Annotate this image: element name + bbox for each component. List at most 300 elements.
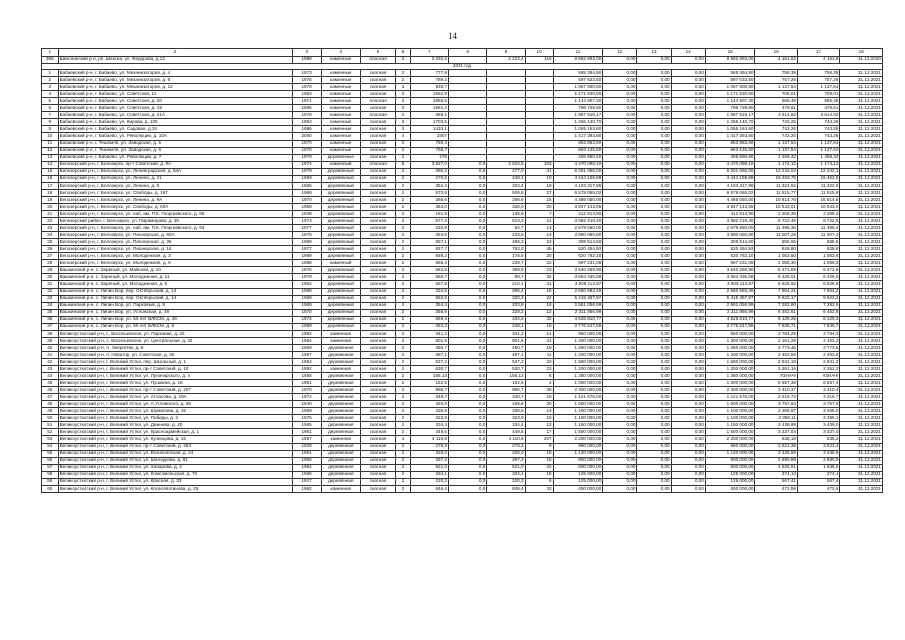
table-row — [42, 429, 883, 436]
table-cell: 10 543,0 — [797, 203, 839, 210]
table-cell: 39 — [42, 337, 59, 344]
table-cell: 0,00 — [637, 154, 671, 161]
table-cell: 555,6 — [797, 239, 839, 246]
table-cell: 239,7 — [487, 260, 525, 267]
table-cell: Вашкинский р-н, с. Липин Бор, ул. 50 лет ВЛКСМ, д. 6 — [58, 323, 292, 330]
table-cell: 29 — [42, 267, 59, 274]
table-cell: 1949 — [292, 210, 321, 217]
table-cell: скатная — [360, 323, 395, 330]
table-cell: скатная — [360, 485, 395, 492]
table-cell: деревянный — [321, 323, 360, 330]
table-cell: 0,00 — [671, 126, 705, 133]
table-cell: 31.12.2021 — [840, 175, 883, 182]
table-cell: 0,00 — [603, 281, 637, 288]
table-cell: 3 521,38 — [755, 443, 797, 450]
table-cell: 31.12.2021 — [840, 196, 883, 203]
table-cell: 2 — [396, 450, 411, 457]
table-cell: 1955,5 — [410, 98, 448, 105]
table-cell: 31.12.2021 — [840, 182, 883, 189]
table-cell: 4 — [42, 91, 59, 98]
table-cell: 0,00 — [603, 295, 637, 302]
table-cell: 11 496,4 — [797, 225, 839, 232]
table-cell: 0,00 — [603, 394, 637, 401]
table-cell: деревянный — [321, 196, 360, 203]
table-cell: 1975 — [292, 415, 321, 422]
table-cell: 0,00 — [603, 119, 637, 126]
table-cell: 49 — [42, 408, 59, 415]
table-cell: 11 322,62 — [755, 182, 797, 189]
table-cell: 570,9 — [410, 189, 448, 196]
table-cell: 10 — [42, 133, 59, 140]
table-cell: 45 — [42, 380, 59, 387]
table-cell: 0,00 — [603, 218, 637, 225]
table-cell: 220,3 — [487, 478, 525, 485]
table-cell: скатная — [360, 154, 395, 161]
table-cell: 6 452,6 — [797, 309, 839, 316]
table-cell: 6 722,5 — [797, 218, 839, 225]
table-cell: 334,4 — [487, 422, 525, 429]
table-cell: скатная — [360, 168, 395, 175]
table-cell: каменные — [321, 140, 360, 147]
table-cell: 0,00 — [603, 84, 637, 91]
table-cell: 3 847 143,65 — [705, 203, 755, 210]
table-row — [42, 210, 883, 217]
table-cell: 266,6 — [487, 196, 525, 203]
table-cell: 27 — [42, 253, 59, 260]
table-cell: 1 137,54 — [797, 147, 839, 154]
table-cell: 3 757,63 — [755, 401, 797, 408]
table-cell: 0,00 — [637, 443, 671, 450]
table-cell: скатная — [360, 175, 395, 182]
table-cell: 1 067 800,80 — [705, 84, 755, 91]
table-cell: 2 — [396, 429, 411, 436]
table-cell: 601,5 — [487, 337, 525, 344]
table-row — [42, 309, 883, 316]
table-cell: 8 129,3 — [797, 316, 839, 323]
table-cell: 9 622,17 — [755, 295, 797, 302]
table-cell: деревянная — [321, 351, 360, 358]
table-cell: 7 282,90 — [755, 302, 797, 309]
table-cell: 36 — [42, 316, 59, 323]
table-cell: 2 — [396, 316, 411, 323]
table-cell: деревянный — [321, 246, 360, 253]
table-cell: каменные — [321, 77, 360, 84]
table-cell: 2 — [396, 485, 411, 492]
table-row — [42, 126, 883, 133]
table-cell: 355 — [42, 56, 59, 63]
table-cell: 18 — [525, 323, 553, 330]
table-cell: 1 — [42, 70, 59, 77]
table-cell: 0,00 — [637, 464, 671, 471]
table-cell: деревянная — [321, 408, 360, 415]
table-row — [42, 471, 883, 478]
table-cell: 45 — [525, 246, 553, 253]
table-cell: 1973 — [292, 70, 321, 77]
table-cell: 8 129,28 — [755, 316, 797, 323]
table-cell: 31.12.2021 — [840, 443, 883, 450]
table-cell: деревянная — [321, 387, 360, 394]
table-cell: 0,00 — [671, 450, 705, 457]
table-cell: 0,00 — [671, 182, 705, 189]
table-cell: скатная — [360, 84, 395, 91]
table-cell: 30 — [42, 274, 59, 281]
table-cell: 487,1 — [410, 351, 448, 358]
table-cell: 2 311 866,99 — [553, 309, 603, 316]
table-cell: 743,26 — [797, 119, 839, 126]
table-cell: 14 — [671, 49, 705, 57]
table-cell: 2 650 683,49 — [553, 288, 603, 295]
table-cell: 1 053,6 — [797, 253, 839, 260]
table-cell: 585,48 — [755, 98, 797, 105]
table-cell: 3 438,99 — [755, 422, 797, 429]
table-cell: 297,3 — [410, 457, 448, 464]
table-cell — [525, 119, 553, 126]
table-cell: Великоустюгский р-н, г. Великий Устюг, ул. А.Угловского, д. 56 — [58, 401, 292, 408]
table-cell: 16 453,8 — [797, 175, 839, 182]
table-cell: 1970 — [292, 147, 321, 154]
table-cell: деревянный — [321, 267, 360, 274]
table-cell: 0,00 — [671, 210, 705, 217]
table-cell — [487, 105, 525, 112]
table-cell: деревянный — [321, 182, 360, 189]
table-cell: 31.12.2021 — [840, 401, 883, 408]
table-cell: 0,00 — [603, 210, 637, 217]
table-cell: каменная — [321, 337, 360, 344]
table-cell: скатная — [360, 225, 395, 232]
table-cell: 11 — [525, 351, 553, 358]
table-row — [42, 182, 883, 189]
table-row — [42, 260, 883, 267]
table-cell: скатная — [360, 288, 395, 295]
table-cell: плоская — [360, 98, 395, 105]
table-cell: 0,0 — [448, 457, 486, 464]
table-cell: 2 332,2 — [410, 56, 448, 63]
table-cell: скатная — [360, 457, 395, 464]
table-cell: каменные — [321, 98, 360, 105]
table-cell: 566,4 — [410, 260, 448, 267]
table-cell: 57 — [42, 464, 59, 471]
table-cell: 4 151,8 — [797, 56, 839, 63]
table-cell: 20 — [42, 203, 59, 210]
table-cell: 0,0 — [448, 281, 486, 288]
table-cell: 0,00 — [603, 140, 637, 147]
table-cell: 863 125,60 — [705, 147, 755, 154]
table-cell: 800 000,00 — [705, 464, 755, 471]
table-cell: 4 103 317,96 — [553, 182, 603, 189]
table-cell: 336,0 — [487, 203, 525, 210]
table-cell: 31.12.2021 — [840, 380, 883, 387]
table-cell: 763,0 — [487, 246, 525, 253]
table-cell: скатная — [360, 91, 395, 98]
table-cell: 0,00 — [637, 408, 671, 415]
table-cell: 0,00 — [637, 225, 671, 232]
table-cell: 0,00 — [671, 401, 705, 408]
table-cell: 450,7 — [410, 344, 448, 351]
table-cell: 279 — [410, 154, 448, 161]
table-cell: 0,00 — [603, 380, 637, 387]
table-cell: 2 — [396, 281, 411, 288]
table-cell: 13 — [42, 154, 59, 161]
table-cell: 0,0 — [448, 344, 486, 351]
table-cell: 232,9 — [410, 225, 448, 232]
table-cell: 3 640 269,90 — [553, 267, 603, 274]
table-cell: 1969 — [292, 344, 321, 351]
table-cell: 1 120 000,00 — [705, 450, 755, 457]
table-cell: 51 — [42, 422, 59, 429]
year-label: 2021 год — [42, 63, 883, 70]
table-cell: 0,00 — [603, 330, 637, 337]
table-cell: 5 — [42, 98, 59, 105]
table-cell: 1940 — [292, 401, 321, 408]
table-cell: деревянная — [321, 478, 360, 485]
table-cell: 535,2 — [797, 436, 839, 443]
table-cell: 1 687 516,17 — [705, 112, 755, 119]
table-cell: 309 514,50 — [705, 239, 755, 246]
table-cell: 425,8 — [410, 401, 448, 408]
table-cell: 1986 — [292, 260, 321, 267]
table-cell: 0,00 — [671, 239, 705, 246]
table-cell: 472,59 — [755, 485, 797, 492]
table-cell: скатная — [360, 344, 395, 351]
table-cell: 0,00 — [671, 98, 705, 105]
table-cell: 31.12.2021 — [840, 126, 883, 133]
table-cell: 9 682 893,00 — [553, 56, 603, 63]
table-cell: 12 — [525, 309, 553, 316]
table-row — [42, 189, 883, 196]
table-cell: 853 863,60 — [705, 140, 755, 147]
table-row — [42, 302, 883, 309]
table-cell: 0,00 — [671, 196, 705, 203]
table-cell: 6 471,6 — [797, 267, 839, 274]
table-cell: Великоустюгский р-н, г. Великий Устюг, ул. Пушкина, д. 16 — [58, 380, 292, 387]
table-cell: скатная — [360, 196, 395, 203]
table-cell: 743,26 — [797, 126, 839, 133]
table-cell: 20 — [525, 203, 553, 210]
table-cell: 1958 — [292, 373, 321, 380]
table-cell: 31.12.2021 — [840, 316, 883, 323]
table-cell: 31.12.2021 — [840, 168, 883, 175]
table-cell: 1974 — [292, 316, 321, 323]
table-cell: 31.12.2021 — [840, 189, 883, 196]
table-cell: 0,00 — [637, 387, 671, 394]
table-cell: 1 137,54 — [755, 140, 797, 147]
table-cell: 1961 — [292, 429, 321, 436]
table-cell: 295,4 — [487, 288, 525, 295]
table-cell: 400 000,00 — [553, 485, 603, 492]
table-cell: 0,00 — [603, 415, 637, 422]
table-cell: 0,0 — [448, 408, 486, 415]
table-cell: 406 890,60 — [705, 154, 755, 161]
table-row — [42, 478, 883, 485]
table-row — [42, 274, 883, 281]
table-cell: скатная — [360, 358, 395, 365]
table-cell: Белозерский р-н, г. Белозерск, пр-т Советский, д. 9А — [58, 161, 292, 168]
table-cell: 31.12.2021 — [840, 274, 883, 281]
table-cell: 0,00 — [637, 105, 671, 112]
table-cell: каменные — [321, 119, 360, 126]
table-cell: 0,00 — [603, 302, 637, 309]
table-cell: скатная — [360, 239, 395, 246]
table-cell: 15 — [42, 168, 59, 175]
table-cell: 31.12.2021 — [840, 344, 883, 351]
table-cell: 354,4 — [410, 302, 448, 309]
table-cell: Белозерский р-н, г. Белозерск, ул. Ленина, д. 9А — [58, 196, 292, 203]
table-cell: 11 515,8 — [797, 189, 839, 196]
table-row — [42, 422, 883, 429]
table-cell: 0,0 — [448, 415, 486, 422]
table-cell: 1703,5 — [410, 119, 448, 126]
table-cell: 31.12.2021 — [840, 471, 883, 478]
table-cell: 2 — [396, 168, 411, 175]
table-cell: 796 729,80 — [705, 105, 755, 112]
table-cell: 620 782,10 — [553, 253, 603, 260]
column-number-row — [42, 49, 883, 57]
table-cell: 0,0 — [448, 309, 486, 316]
table-cell: деревянная — [321, 394, 360, 401]
table-cell: 0,00 — [637, 302, 671, 309]
table-cell: 11 — [42, 140, 59, 147]
table-cell: 31.12.2021 — [840, 309, 883, 316]
table-cell: 2 — [396, 77, 411, 84]
table-cell: 479,61 — [797, 105, 839, 112]
table-cell: 1970 — [292, 140, 321, 147]
table-cell: 535,18 — [755, 436, 797, 443]
table-cell: 329,2 — [487, 309, 525, 316]
table-cell: 2 311 866,99 — [705, 309, 755, 316]
table-cell: 0,00 — [671, 358, 705, 365]
table-cell: 20 — [525, 401, 553, 408]
table-cell: 2 — [396, 443, 411, 450]
table-cell: 2 400 000,00 — [553, 387, 603, 394]
table-cell: 13 — [525, 422, 553, 429]
table-cell: 2 — [396, 344, 411, 351]
table-cell: деревянная — [321, 457, 360, 464]
table-cell: 2 — [396, 175, 411, 182]
table-cell: 5 — [396, 161, 411, 168]
table-cell: Вашкинский р-н, с. Липин Бор, ул. Устюжская, д. 48 — [58, 309, 292, 316]
table-cell: Бабаевский р-н, г. Бабаево, ул. Советская, д. 19 — [58, 105, 292, 112]
table-cell — [448, 98, 486, 105]
table-cell: 2 581 056,99 — [705, 302, 755, 309]
table-cell: 5 — [360, 49, 395, 57]
table-cell: 326,0 — [487, 450, 525, 457]
table-cell: 248,1 — [487, 323, 525, 330]
table-cell: 31.12.2021 — [840, 154, 883, 161]
table-cell: 2 — [396, 246, 411, 253]
table-cell: 31.12.2021 — [840, 260, 883, 267]
table-cell: 557,8 — [410, 281, 448, 288]
table-cell: 6 471,59 — [755, 267, 797, 274]
table-cell: Великоустюгский р-н, п. Новатор, ул. Советская, д. 30 — [58, 351, 292, 358]
table-cell: 477,0 — [487, 168, 525, 175]
table-cell: 0,00 — [671, 203, 705, 210]
table-cell: 0,00 — [603, 246, 637, 253]
table-cell: 0,00 — [671, 232, 705, 239]
table-cell: деревянная — [321, 373, 360, 380]
table-row — [42, 351, 883, 358]
table-cell: Великоустюгский р-н, г. Великий Устюг, ул. Кузнецова, д. 15 — [58, 436, 292, 443]
table-cell: 31.12.2021 — [840, 119, 883, 126]
table-cell: 2 941,18 — [755, 358, 797, 365]
table-cell: 0,00 — [637, 218, 671, 225]
table-cell: 16 — [42, 175, 59, 182]
table-cell — [448, 133, 486, 140]
table-cell: 320,3 — [487, 295, 525, 302]
table-cell — [448, 140, 486, 147]
table-cell: Великоустюгский р-н, г. Великий Устюг, ул. Красноармейская, д. 1 — [58, 429, 292, 436]
table-cell: 0,0 — [448, 330, 486, 337]
table-cell: 1971 — [292, 98, 321, 105]
table-cell — [448, 105, 486, 112]
table-cell: 22 — [525, 295, 553, 302]
table-cell: 709,01 — [755, 91, 797, 98]
table-cell: 2 581 056,99 — [553, 302, 603, 309]
table-cell: 2 — [396, 147, 411, 154]
table-cell: 562,5 — [410, 295, 448, 302]
table-cell: 98,7 — [487, 274, 525, 281]
table-cell: 6 628,9 — [797, 281, 839, 288]
table-cell: 0,00 — [671, 330, 705, 337]
table-cell: 2 463,6 — [797, 351, 839, 358]
table-cell: 31.12.2021 — [840, 84, 883, 91]
table-cell: 17 — [42, 182, 59, 189]
table-cell — [487, 70, 525, 77]
table-cell: 0,00 — [637, 232, 671, 239]
table-cell: 0,00 — [637, 478, 671, 485]
table-cell: 0,00 — [637, 344, 671, 351]
table-cell: деревянный — [321, 210, 360, 217]
table-cell: Бабаевский р-н, г. Тешемля, ул. Заводская, д. 5 — [58, 140, 292, 147]
table-cell: 1 000 000,00 — [553, 380, 603, 387]
table-cell: деревянный — [321, 295, 360, 302]
table-row — [42, 316, 883, 323]
table-cell: 789,2 — [410, 77, 448, 84]
table-cell: 18 — [840, 49, 883, 57]
table-cell: Вашкинский р-н, с. Зареный, ул. Молодежная, д. 5 — [58, 281, 292, 288]
table-row — [42, 253, 883, 260]
table-cell: 334,1 — [410, 471, 448, 478]
table-cell: 31.12.2021 — [840, 70, 883, 77]
table-cell: 756,39 — [755, 70, 797, 77]
table-cell: 20 — [525, 253, 553, 260]
table-cell: 1652,9 — [410, 91, 448, 98]
table-cell: скатная — [360, 147, 395, 154]
table-row — [42, 394, 883, 401]
table-cell: 0,00 — [637, 436, 671, 443]
table-cell: 3 396,1 — [797, 415, 839, 422]
table-cell: 37 — [42, 323, 59, 330]
table-cell: 341,2 — [487, 330, 525, 337]
table-cell: 1982 — [292, 330, 321, 337]
table-cell: 0,0 — [448, 316, 486, 323]
table-cell: 567,41 — [755, 478, 797, 485]
table-cell: 334,1 — [487, 471, 525, 478]
table-cell: 0,00 — [637, 161, 671, 168]
table-cell: 16 814,76 — [755, 196, 797, 203]
table-cell: 11 007,3 — [797, 232, 839, 239]
table-cell: 0,00 — [671, 140, 705, 147]
table-cell: 0,0 — [448, 387, 486, 394]
table-cell: 0,00 — [671, 436, 705, 443]
table-cell: 0,0 — [448, 225, 486, 232]
table-cell: 1957 — [292, 436, 321, 443]
table-cell: Бабаевский р-н, г. Бабаево, ул. Садовая, д.34 — [58, 126, 292, 133]
table-cell: каменная — [321, 485, 360, 492]
table-cell: скатная — [360, 105, 395, 112]
table-cell: 0,00 — [637, 260, 671, 267]
table-cell: 31.12.2021 — [840, 450, 883, 457]
table-cell: скатная — [360, 218, 395, 225]
